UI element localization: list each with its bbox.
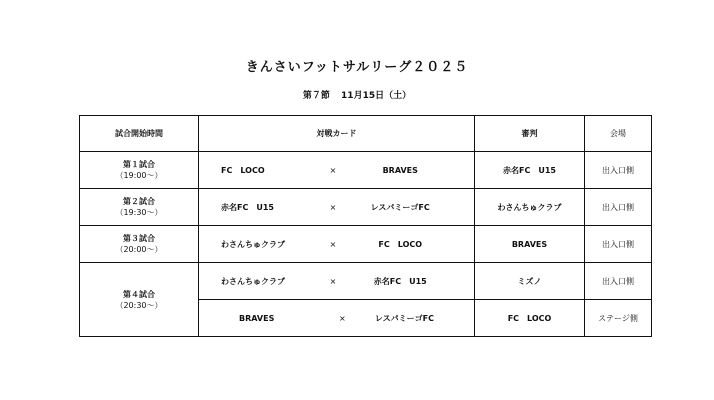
vs-symbol: × [329, 276, 337, 286]
home-team: わさんちゅクラブ [221, 276, 285, 286]
match-time-cell [80, 263, 199, 337]
match-time: （20:30～） [115, 300, 163, 310]
match-card [199, 263, 475, 300]
match-card [199, 189, 475, 226]
schedule-table [79, 115, 652, 337]
table-header-row [80, 116, 652, 152]
vs-symbol: × [329, 239, 337, 249]
col-header-venue: 会場 [585, 116, 652, 152]
table-row [80, 226, 652, 263]
referee: ミズノ [475, 263, 585, 300]
referee: BRAVES [475, 226, 585, 263]
away-team: 赤名FC U15 [373, 276, 427, 286]
table-row [80, 189, 652, 226]
venue: 出入口側 [585, 263, 652, 300]
page-title: きんさいフットサルリーグ２０２５ [245, 60, 469, 75]
venue: 出入口側 [585, 226, 652, 263]
table-row [80, 263, 652, 300]
away-team: FC LOCO [378, 239, 423, 249]
match-card [199, 300, 475, 337]
table-row [80, 152, 652, 189]
home-team: BRAVES [239, 313, 275, 323]
vs-symbol: × [339, 313, 346, 323]
round-label: 第７節 [302, 91, 330, 101]
col-header-match: 対戦カード [199, 116, 475, 152]
referee: わさんちゅクラブ [475, 189, 585, 226]
match-name: 第３試合 [123, 234, 155, 243]
away-team: BRAVES [382, 165, 418, 175]
match-name: 第１試合 [123, 160, 155, 169]
col-header-referee: 審判 [475, 116, 585, 152]
home-team: 赤名FC U15 [221, 202, 274, 212]
referee: FC LOCO [475, 300, 585, 337]
match-name: 第４試合 [123, 289, 155, 299]
away-team: レスパミーゴFC [374, 313, 434, 323]
vs-symbol: × [329, 202, 337, 212]
vs-symbol: × [329, 165, 337, 175]
match-name: 第２試合 [123, 197, 155, 206]
away-team: レスパミーゴFC [370, 202, 430, 212]
match-time-cell [80, 189, 199, 226]
match-card [199, 226, 475, 263]
match-time-cell [80, 226, 199, 263]
match-time: （20:00～） [115, 245, 163, 254]
match-time: （19:00～） [115, 171, 163, 180]
round-date [0, 88, 714, 101]
date-label: 11月15日（土） [341, 91, 412, 101]
match-time-cell [80, 152, 199, 189]
match-card [199, 152, 475, 189]
home-team: わさんちゅクラブ [221, 239, 285, 249]
col-header-time: 試合開始時間 [80, 116, 199, 152]
venue: 出入口側 [585, 189, 652, 226]
home-team: FC LOCO [221, 165, 265, 175]
venue: ステージ側 [585, 300, 652, 337]
referee: 赤名FC U15 [475, 152, 585, 189]
venue: 出入口側 [585, 152, 652, 189]
match-time: （19:30～） [115, 208, 163, 217]
